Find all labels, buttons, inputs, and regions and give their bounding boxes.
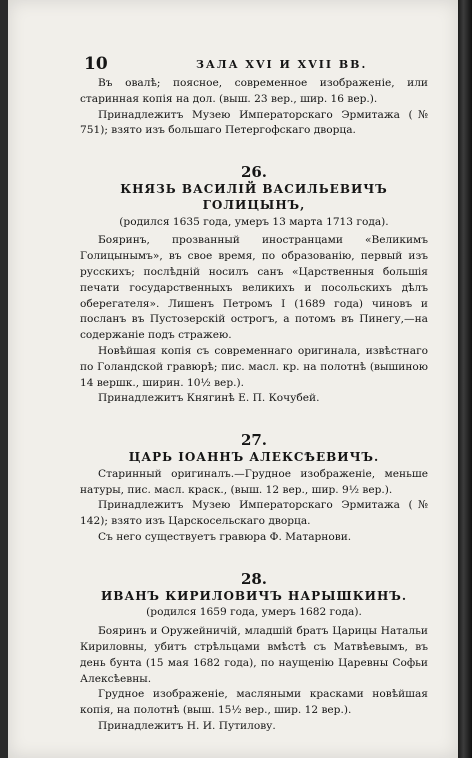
entry-dates: (родился 1659 года, умеръ 1682 года).: [146, 606, 362, 619]
intro-paragraph: Въ овалѣ; поясное, современное изображеніе, или старинная копія на дол. (выш. 23 вер., шир. 16 вер.).: [80, 77, 428, 105]
entry-paragraph: Бояринъ и Оружейничій, младшій братъ Царицы Натальи Кириловны, убитъ стрѣльцами вмѣстѣ съ Матвѣевымъ, въ день бунта (15 мая 1682 года), по наущенію Царевны Софьи Алексѣевны.: [80, 625, 428, 685]
entry-paragraph: Принадлежитъ Н. И. Путилову.: [98, 719, 276, 732]
entry-paragraph: Принадлежитъ Княгинѣ Е. П. Кочубей.: [98, 392, 320, 405]
entry-paragraph: Грудное изображеніе, масляными красками новѣйшая копія, на полотнѣ (выш. 15½ вер., шир. 12 вер.).: [80, 688, 428, 717]
entry-number: 27.: [240, 431, 268, 450]
entry-paragraph: Старинный оригиналъ.—Грудное изображеніе, меньше натуры, пис. масл. краск., (выш. 12 вер., шир. 9½ вер.).: [80, 467, 428, 496]
running-header: [84, 54, 454, 74]
entry-paragraph: Съ него существуетъ гравюра Ф. Матарнови.: [98, 530, 352, 543]
intro-paragraph: Принадлежитъ Музею Императорскаго Эрмитажа (№ 751); взято изъ большаго Петергофскаго дворца.: [80, 108, 428, 137]
page-content: [80, 76, 428, 735]
entry-name: ЦАРЬ ІОАННЪ АЛЕКСѢЕВИЧЪ.: [128, 449, 380, 464]
entry-paragraph: Принадлежитъ Музею Императорскаго Эрмитажа (№ 142); взято изъ Царскосельскаго дворца.: [80, 499, 428, 528]
entry-name: ИВАНЪ КИРИЛОВИЧЪ НАРЫШКИНЪ.: [100, 588, 408, 603]
book-edge: [458, 0, 472, 758]
entry-number: 26.: [240, 163, 268, 182]
entry-dates: (родился 1635 года, умеръ 13 марта 1713 года).: [119, 215, 389, 228]
entry-paragraph: Бояринъ, прозванный иностранцами «Великимъ Голицынымъ», въ свое время, по образованію, первый изъ русскихъ; послѣдній носилъ санъ «Царственныя большія печати государственныхъ великихъ и посольскихъ дѣлъ оберегателя». Лишенъ Петромъ I (1689 года) чиновъ и посланъ въ Пустозерскій острогъ, а потомъ въ Пинегу,—на содержаніе подъ стражею.: [80, 234, 428, 342]
page-number: 10: [84, 54, 108, 74]
entry-number: 28.: [240, 569, 268, 588]
entry-paragraph: Новѣйшая копія съ современнаго оригинала, извѣстнаго по Голандской гравюрѣ; пис. масл. кр. на полотнѣ (вышиною 14 вершк., ширин. 10½ вер.).: [80, 344, 428, 389]
running-title: ЗАЛА XVI И XVII ВВ.: [196, 58, 368, 71]
entry-name: КНЯЗЬ ВАСИЛІЙ ВАСИЛЬЕВИЧЪ ГОЛИЦЫНЪ,: [120, 181, 388, 212]
